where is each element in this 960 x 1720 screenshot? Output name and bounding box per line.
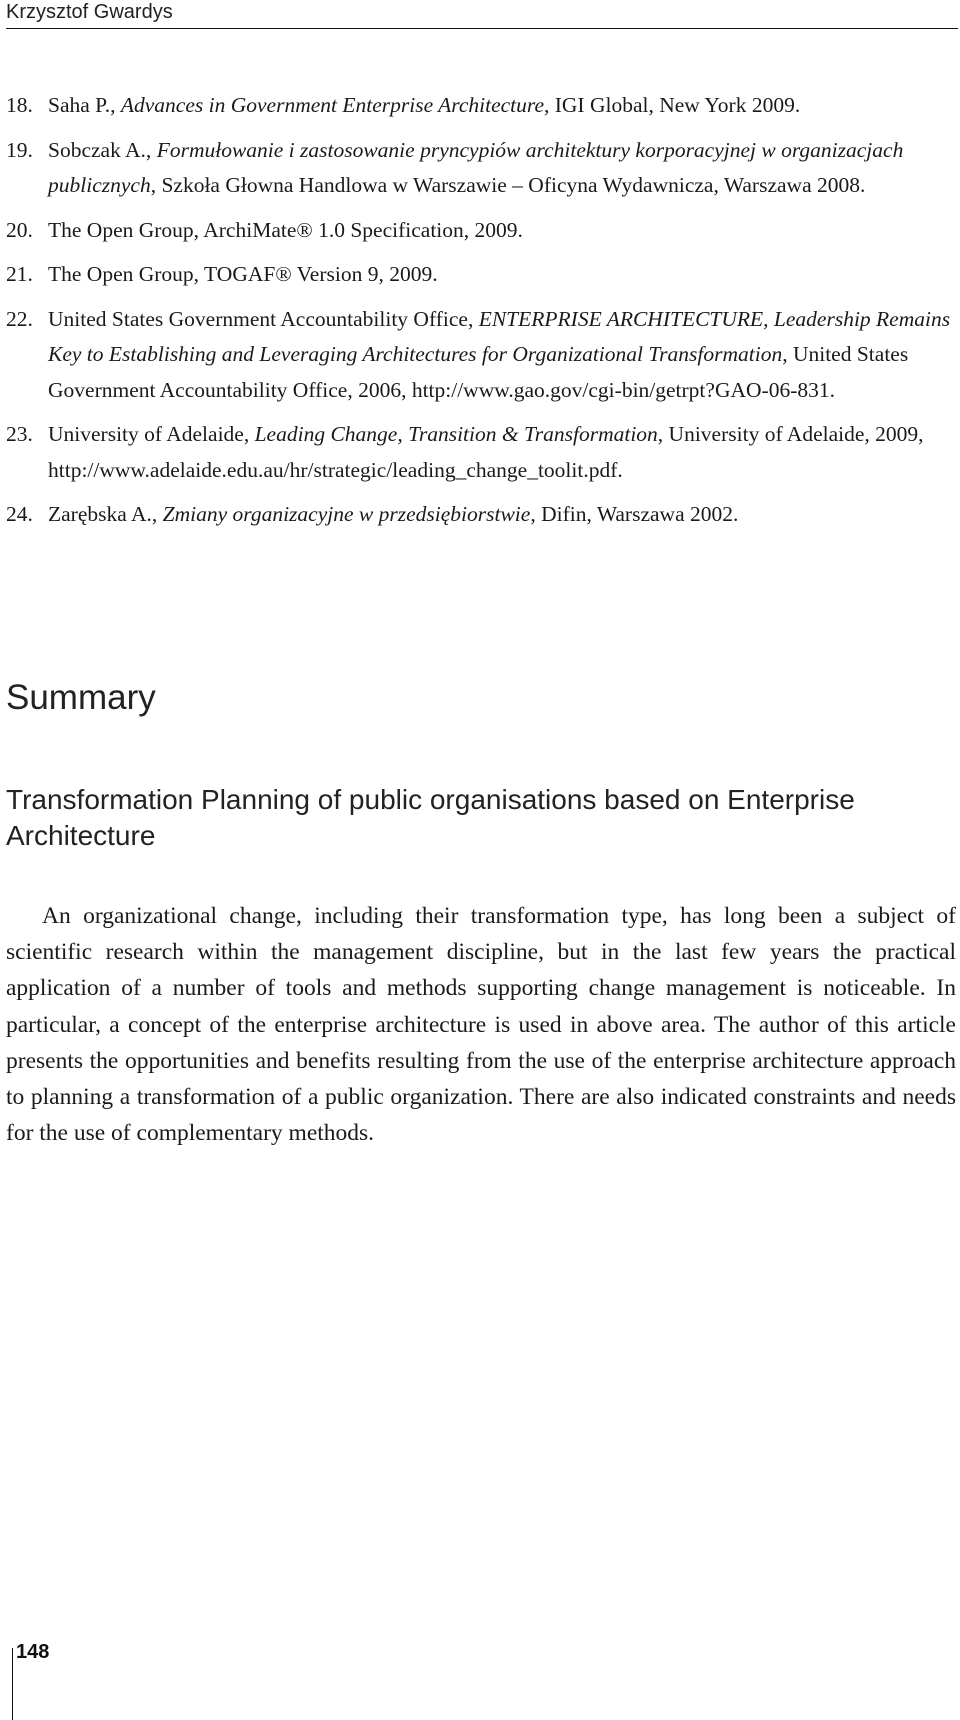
reference-number: 23. (6, 422, 33, 446)
reference-text (48, 213, 954, 249)
reference-segment-italic: Leading Change, Transition & Transformation (254, 422, 658, 446)
reference-segment: , University of Adelaide, 2009, http://www.adelaide.edu.au/hr/strategic/leading_change_toolit.pdf. (48, 422, 924, 482)
summary-heading: Summary (6, 678, 156, 717)
reference-segment: , IGI Global, New York 2009. (544, 93, 801, 117)
reference-segment: Sobczak A., (48, 137, 157, 162)
abstract-paragraph: An organizational change, including their transformation type, has long been a subject of scientific research within the management discipline, but in the last few years the practical application of a number of tools and methods supporting change management is noticeable. In particular, a concept of the enterprise architecture is used in above area. The author of this article presents the opportunities and benefits resulting from the use of the enterprise architecture approach to planning a transformation of a public organization. There are also indicated constraints and needs for the use of complementary methods. (6, 903, 956, 1147)
reference-item (6, 497, 954, 533)
reference-text (48, 88, 954, 124)
header-divider (6, 28, 958, 29)
reference-text (48, 417, 954, 488)
reference-item (6, 302, 954, 409)
reference-number: 20. (6, 217, 33, 242)
reference-segment: Zarębska A., (48, 502, 163, 526)
reference-number: 21. (6, 262, 33, 286)
reference-number: 22. (6, 306, 33, 331)
reference-text (48, 302, 954, 409)
article-title: Transformation Planning of public organisations based on Enterprise Architecture (6, 784, 855, 851)
reference-segment-italic: ENTERPRISE ARCHITECTURE, Leadership Remains Key to Establishing and Leveraging Architectures for Organizational Transformation (48, 306, 951, 366)
reference-number: 18. (6, 93, 33, 117)
reference-segment-italic: Zmiany organizacyjne w przedsiębiorstwie (162, 502, 531, 526)
reference-list (6, 88, 954, 542)
reference-segment: Saha P., (48, 93, 121, 117)
reference-segment: University of Adelaide, (48, 422, 255, 446)
reference-item (6, 133, 954, 204)
reference-segment: The Open Group, ArchiMate® 1.0 Specification, 2009. (48, 217, 523, 242)
reference-segment-italic: Formułowanie i zastosowanie pryncypiów architektury korporacyjnej w organizacjach publicznych (48, 137, 904, 197)
page-number-rule (12, 1648, 13, 1720)
reference-number: 24. (6, 502, 33, 526)
reference-item (6, 213, 954, 249)
reference-text (48, 497, 954, 533)
running-head-author: Krzysztof Gwardys (6, 1, 173, 23)
reference-segment-italic: Advances in Government Enterprise Architecture (120, 93, 544, 117)
reference-segment: United States Government Accountability Office, (48, 306, 479, 331)
reference-segment: The Open Group, TOGAF® Version 9, 2009. (48, 262, 438, 286)
reference-item (6, 88, 954, 124)
reference-item (6, 257, 954, 293)
reference-text (48, 257, 954, 293)
reference-segment: , United States Government Accountability Office, 2006, http://www.gao.gov/cgi-bin/getrpt?GAO-06-831. (48, 342, 909, 402)
reference-segment: , Difin, Warszawa 2002. (530, 502, 739, 526)
reference-text (48, 133, 954, 204)
page-number: 148 (16, 1641, 50, 1663)
reference-segment: , Szkoła Głowna Handlowa w Warszawie – Oficyna Wydawnicza, Warszawa 2008. (150, 173, 866, 197)
reference-item (6, 417, 954, 488)
reference-number: 19. (6, 137, 33, 162)
